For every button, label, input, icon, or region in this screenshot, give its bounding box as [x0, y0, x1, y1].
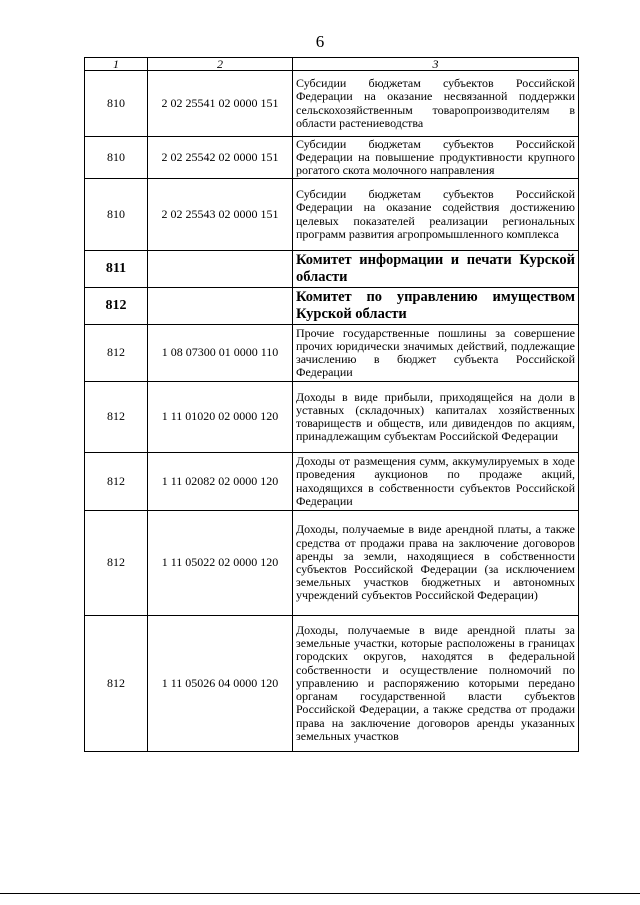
description-cell: Доходы от размещения сумм, аккумулируемых в ходе проведения аукционов по продаже акций, находящихся в собственности субъектов Российской Федерации [293, 453, 579, 511]
revenue-code-cell [148, 288, 293, 325]
admin-code-cell: 810 [85, 137, 148, 179]
admin-code-cell: 810 [85, 179, 148, 251]
bottom-divider [0, 893, 640, 894]
revenue-code-cell: 1 11 05026 04 0000 120 [148, 616, 293, 752]
description-cell: Субсидии бюджетам субъектов Российской Федерации на оказание содействия достижению целевых показателей реализации региональных программ развития агропромышленного комплекса [293, 179, 579, 251]
description-cell: Субсидии бюджетам субъектов Российской Федерации на оказание несвязанной поддержки сельскохозяйственным товаропроизводителям в области растениеводства [293, 71, 579, 137]
admin-code-cell: 812 [85, 616, 148, 752]
column-header-3: 3 [293, 58, 579, 71]
description-cell: Субсидии бюджетам субъектов Российской Федерации на повышение продуктивности крупного рогатого скота молочного направления [293, 137, 579, 179]
table-header-row [85, 58, 579, 71]
admin-code-cell: 812 [85, 511, 148, 616]
page-number: 6 [315, 32, 325, 51]
revenue-code-cell: 1 11 01020 02 0000 120 [148, 382, 293, 453]
column-header-1: 1 [85, 58, 148, 71]
table-row [85, 453, 579, 511]
admin-code-cell: 812 [85, 288, 148, 325]
table-row [85, 511, 579, 616]
revenue-code-cell: 1 11 02082 02 0000 120 [148, 453, 293, 511]
table-row [85, 382, 579, 453]
revenue-code-cell: 1 08 07300 01 0000 110 [148, 325, 293, 382]
admin-code-cell: 812 [85, 382, 148, 453]
description-cell: Доходы в виде прибыли, приходящейся на доли в уставных (складочных) капиталах хозяйственных товариществ и обществ, или дивидендов по акциям, принадлежащим субъектам Российской Федерации [293, 382, 579, 453]
description-cell: Доходы, получаемые в виде арендной платы за земельные участки, которые расположены в границах городских округов, находятся в федеральной собственности и осуществление полномочий по управлению и распоряжению которыми передано органам государственной власти субъектов Российской Федерации, а также средства от продажи права на заключение договоров аренды указанных земельных участков [293, 616, 579, 752]
revenue-code-cell: 2 02 25543 02 0000 151 [148, 179, 293, 251]
table-row [85, 71, 579, 137]
description-cell: Доходы, получаемые в виде арендной платы, а также средства от продажи права на заключение договоров аренды за земли, находящиеся в собственности субъектов Российской Федерации (за исключением земельных участков бюджетных и автономных учреждений субъектов Российской Федерации) [293, 511, 579, 616]
organization-row [85, 288, 579, 325]
revenue-code-cell: 2 02 25542 02 0000 151 [148, 137, 293, 179]
admin-code-cell: 812 [85, 453, 148, 511]
table-row [85, 137, 579, 179]
organization-row [85, 251, 579, 288]
column-header-2: 2 [148, 58, 293, 71]
table-row [85, 325, 579, 382]
table-row [85, 616, 579, 752]
admin-code-cell: 810 [85, 71, 148, 137]
budget-classification-table [84, 57, 579, 752]
admin-code-cell: 811 [85, 251, 148, 288]
revenue-code-cell: 1 11 05022 02 0000 120 [148, 511, 293, 616]
revenue-code-cell: 2 02 25541 02 0000 151 [148, 71, 293, 137]
organization-name-cell: Комитет по управлению имуществом Курской области [293, 288, 579, 325]
revenue-code-cell [148, 251, 293, 288]
table-row [85, 179, 579, 251]
description-cell: Прочие государственные пошлины за совершение прочих юридически значимых действий, подлежащие зачислению в бюджет субъекта Российской Федерации [293, 325, 579, 382]
admin-code-cell: 812 [85, 325, 148, 382]
organization-name-cell: Комитет информации и печати Курской области [293, 251, 579, 288]
